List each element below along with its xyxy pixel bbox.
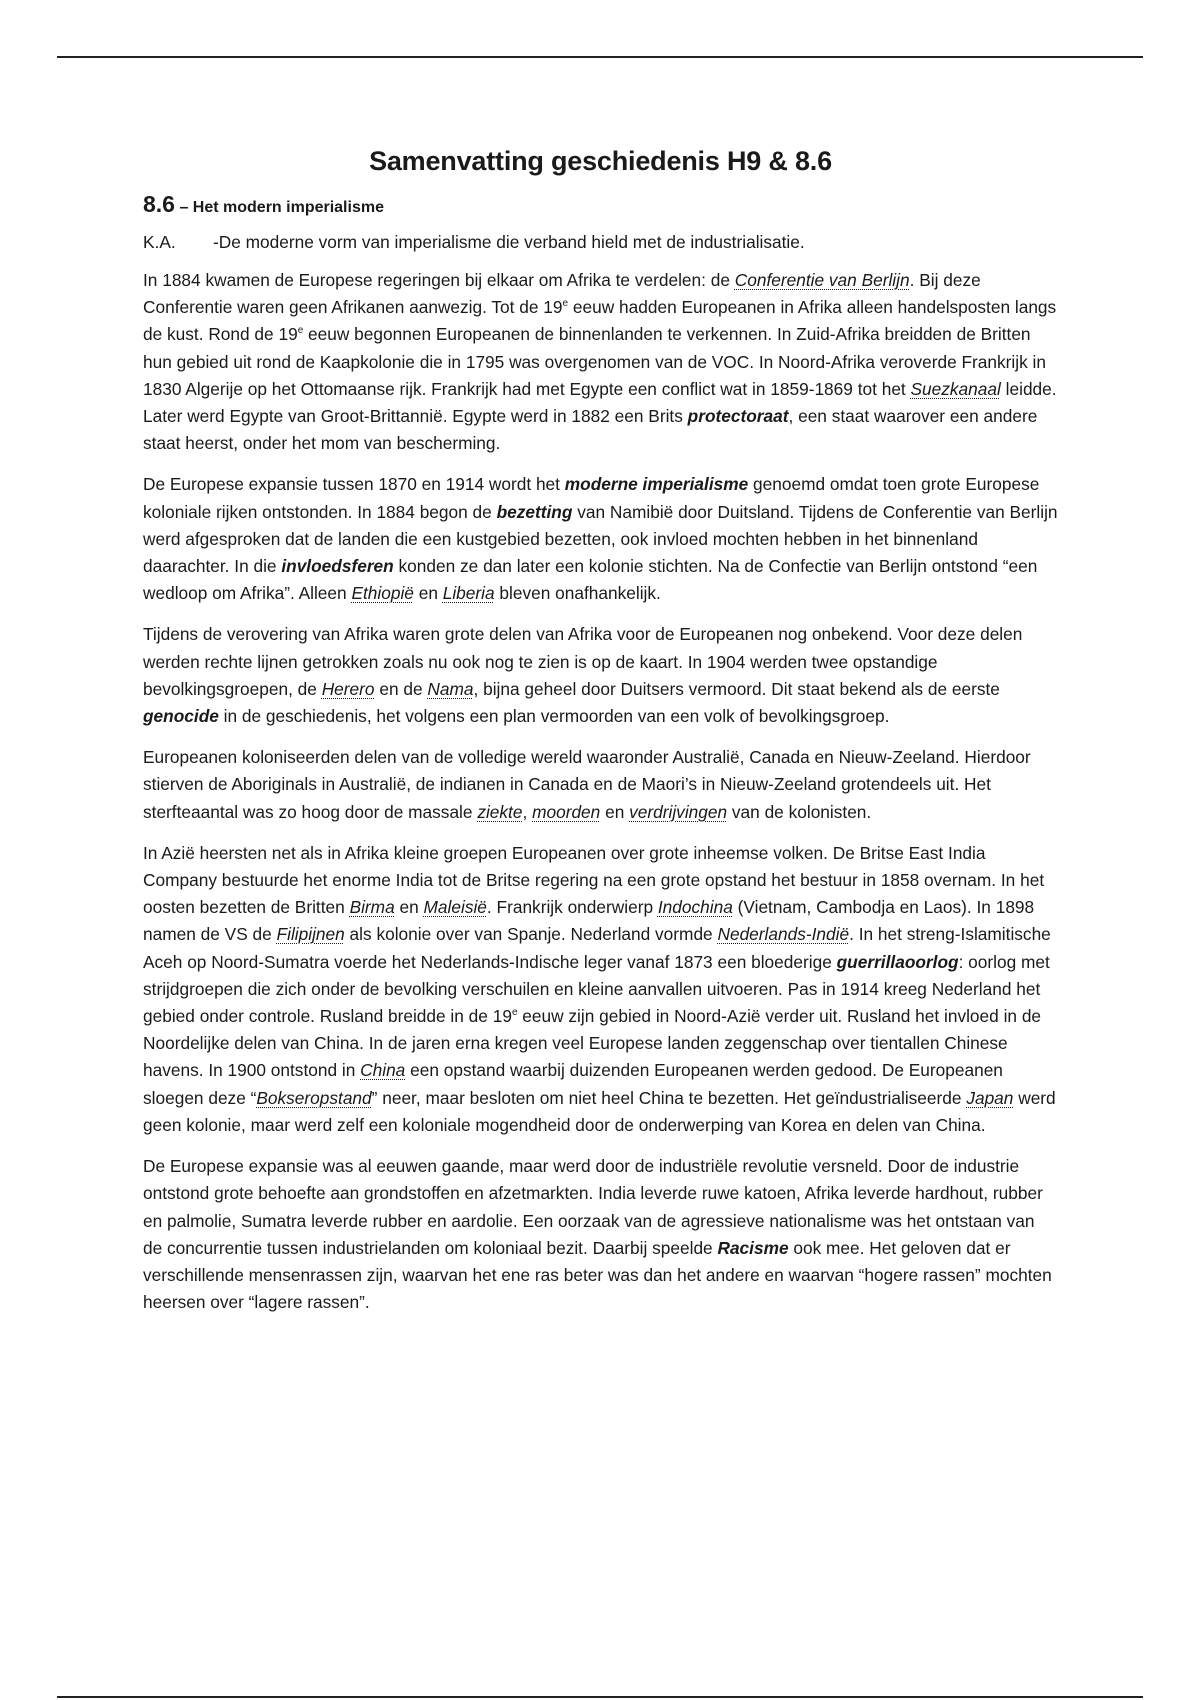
text-run: Tijdens de verovering van Afrika waren grote delen van Afrika voor de Europeanen nog onbekend. Voor deze delen werden rechte lijnen getrokken zoals nu ook nog te zien is op de kaart. In 1904 werden twee opstandige bevolkingsgroepen, de xyxy=(143,624,1023,699)
paragraph xyxy=(143,744,1058,826)
italic-term: Japan xyxy=(966,1087,1014,1108)
text-run: als kolonie over van Spanje. Nederland vormde xyxy=(344,924,718,945)
text-run: , xyxy=(522,801,533,822)
key-concept-text: -De moderne vorm van imperialisme die verband hield met de industrialisatie. xyxy=(213,232,805,252)
text-run: genoemd omdat toen grote Europese koloniale rijken ontstonden. In 1884 begon de xyxy=(143,474,1040,522)
italic-term: Bokseropstand xyxy=(256,1087,372,1108)
text-run: : oorlog met strijdgroepen die zich onder de bevolking verschuilen en kleine aanvallen uitvoeren. Pas in 1914 kreeg Nederland het gebied onder controle. Rusland breidde in de 19 xyxy=(143,951,1050,1027)
italic-term: Liberia xyxy=(442,583,495,604)
text-run: konden ze dan later een kolonie stichten. Na de Confectie van Berlijn ontstond “een wedloop om Afrika”. Alleen xyxy=(143,556,1038,604)
text-run: In 1884 kwamen de Europese regeringen bij elkaar om Afrika te verdelen: de xyxy=(143,270,735,290)
italic-term: Conferentie van Berlijn xyxy=(734,270,910,290)
paragraph xyxy=(143,471,1058,607)
section-title: Het modern imperialisme xyxy=(192,199,384,216)
top-rule xyxy=(57,56,1143,58)
text-run: (Vietnam, Cambodja en Laos). In 1898 namen de VS de xyxy=(143,897,1035,945)
bottom-rule xyxy=(57,1696,1143,1698)
paragraph xyxy=(143,267,1058,457)
bold-term: genocide xyxy=(143,706,219,727)
text-run: een opstand waarbij duizenden Europeanen werden gedood. De Europeanen sloegen deze “ xyxy=(143,1060,1003,1108)
bold-term: moderne imperialisme xyxy=(564,474,749,495)
text-run: eeuw hadden Europeanen in Afrika alleen handelsposten langs de kust. Rond de 19 xyxy=(143,297,1057,345)
italic-term: verdrijvingen xyxy=(629,801,728,822)
section-heading xyxy=(143,191,1058,218)
text-run: . Frankrijk onderwierp xyxy=(486,897,658,918)
bold-term: Racisme xyxy=(717,1237,789,1258)
italic-term: Indochina xyxy=(657,897,733,918)
text-run: en xyxy=(394,897,424,918)
italic-term: Ethiopië xyxy=(351,583,414,604)
text-run: werd geen kolonie, maar werd zelf een koloniale mogendheid door de onderwerping van Korea en delen van China. xyxy=(143,1087,1056,1135)
text-run: De Europese expansie was al eeuwen gaande, maar werd door de industriële revolutie versneld. Door de industrie ontstond grote behoefte aan grondstoffen en afzetmarkten. India leverde ruwe katoen, Afrika leverde hardhout, rubber en palmolie, Sumatra leverde rubber en aardolie. Een oorzaak van de agressieve nationalisme was het ontstaan van de concurrentie tussen industrielanden om koloniaal bezit. Daarbij speelde xyxy=(143,1156,1043,1258)
bold-term: invloedsferen xyxy=(281,556,394,577)
paragraph xyxy=(143,840,1058,1139)
text-run: van Namibië door Duitsland. Tijdens de Conferentie van Berlijn werd afgesproken dat de landen die een kustgebied bezetten, ook invloed mochten hebben in het binnenland daarachter. In die xyxy=(143,501,1058,577)
italic-term: Nederlands-Indië xyxy=(717,924,850,945)
section-number: 8.6 xyxy=(143,191,175,217)
body-text xyxy=(143,267,1058,1316)
text-run: leidde. Later werd Egypte van Groot-Brittannië. Egypte werd in 1882 een Brits xyxy=(143,378,1057,427)
text-run: , bijna geheel door Duitsers vermoord. Dit staat bekend als de eerste xyxy=(473,678,1000,699)
superscript: e xyxy=(511,1007,518,1019)
text-run: bleven onafhankelijk. xyxy=(494,583,661,604)
text-run: in de geschiedenis, het volgens een plan vermoorden van een volk of bevolkingsgroep. xyxy=(218,706,890,727)
bold-term: guerrillaoorlog xyxy=(836,951,959,972)
text-run: . In het streng-Islamitische Aceh op Noord-Sumatra voerde het Nederlands-Indische leger vanaf 1873 een bloederige xyxy=(143,924,1051,972)
italic-term: Suezkanaal xyxy=(910,378,1001,399)
page-title: Samenvatting geschiedenis H9 & 8.6 xyxy=(369,146,832,176)
italic-term: ziekte xyxy=(477,801,523,822)
key-concept-label: K.A. xyxy=(143,232,176,252)
section-dash: – xyxy=(179,199,189,216)
text-run: eeuw zijn gebied in Noord-Azië verder uit. Rusland het invloed in de Noordelijke delen van China. In de jaren erna kregen veel Europese landen zeggenschap over tientallen Chinese havens. In 1900 ontstond in xyxy=(143,1006,1042,1081)
paragraph xyxy=(143,1153,1058,1316)
text-run: en xyxy=(413,583,443,604)
text-run: , een staat waarover een andere staat heerst, onder het mom van bescherming. xyxy=(143,406,1038,454)
text-run: eeuw begonnen Europeanen de binnenlanden te verkennen. In Zuid-Afrika breidden de Britten hun gebied uit rond de Kaapkolonie die in 1795 was overgenomen van de VOC. In Noord-Afrika veroverde Frankrijk in 1830 Algerije op het Ottomaanse rijk. Frankrijk had met Egypte een conflict wat in 1859-1869 tot het xyxy=(143,324,1046,399)
text-run: ” neer, maar besloten om niet heel China te bezetten. Het geïndustrialiseerde xyxy=(371,1087,967,1108)
superscript: e xyxy=(562,298,569,310)
text-run: In Azië heersten net als in Afrika kleine groepen Europeanen over grote inheemse volken. De Britse East India Company bestuurde het enorme India tot de Britse regering na een grote opstand het bestuur in 1858 overnam. In het oosten bezetten de Britten xyxy=(143,842,1045,918)
text-run: Europeanen koloniseerden delen van de volledige wereld waaronder Australië, Canada en Nieuw-Zeeland. Hierdoor stierven de Aboriginals in Australië, de indianen in Canada en de Maori’s in Nieuw-Zeeland grotendeels uit. Het sterfteaantal was zo hoog door de massale xyxy=(143,747,1031,822)
key-concept xyxy=(143,232,1058,253)
document-page xyxy=(143,146,1058,1330)
text-run: en xyxy=(600,801,630,822)
italic-term: moorden xyxy=(532,801,601,822)
paragraph xyxy=(143,621,1058,730)
text-run: De Europese expansie tussen 1870 en 1914 wordt het xyxy=(143,474,565,495)
text-run: . Bij deze Conferentie waren geen Afrikanen aanwezig. Tot de 19 xyxy=(143,270,981,318)
superscript: e xyxy=(297,325,304,337)
italic-term: Filipijnen xyxy=(276,924,345,945)
italic-term: Nama xyxy=(427,678,474,699)
bold-term: bezetting xyxy=(496,501,573,522)
text-run: en de xyxy=(374,678,428,699)
italic-term: Herero xyxy=(321,678,375,699)
bold-term: protectoraat xyxy=(687,406,789,427)
italic-term: China xyxy=(360,1060,406,1081)
italic-term: Birma xyxy=(349,897,395,918)
text-run: ook mee. Het geloven dat er verschillende mensenrassen zijn, waarvan het ene ras beter was dan het andere en waarvan “hogere rassen” mochten heersen over “lagere rassen”. xyxy=(143,1237,1052,1313)
text-run: van de kolonisten. xyxy=(727,801,872,822)
italic-term: Maleisië xyxy=(423,897,487,918)
